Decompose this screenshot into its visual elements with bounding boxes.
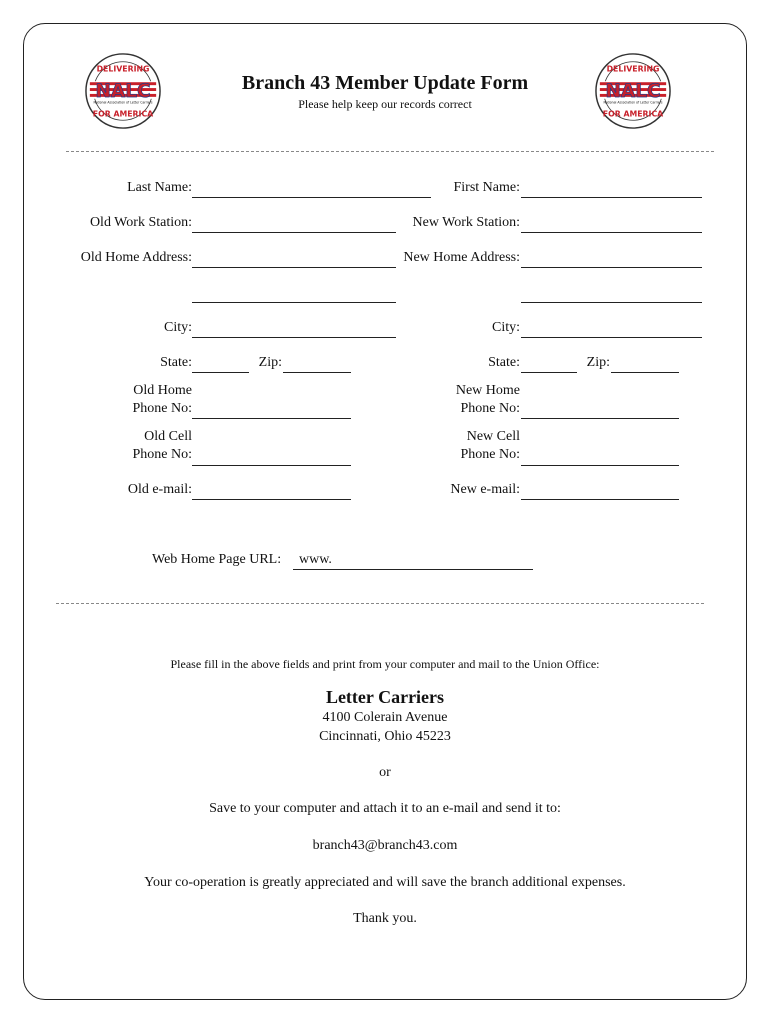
- email-instructions: Save to your computer and attach it to an e-mail and send it to:: [209, 801, 561, 816]
- thank-you-text: Thank you.: [353, 911, 417, 926]
- old-home-phone-label-line1: Old Home: [133, 383, 192, 398]
- divider-bottom: [56, 603, 704, 604]
- or-text: or: [379, 765, 391, 780]
- first-name-label: First Name:: [453, 180, 520, 195]
- logo-bottom-text: FOR AMERICA: [602, 109, 664, 119]
- old-work-station-field[interactable]: [192, 232, 396, 233]
- old-cell-phone-label-line2: Phone No:: [132, 447, 192, 462]
- logo-top-text: DELIVERING: [96, 64, 150, 74]
- old-home-address-field[interactable]: [192, 267, 396, 268]
- new-city-label: City:: [491, 320, 520, 335]
- new-email-label: New e-mail:: [450, 482, 520, 497]
- new-home-phone-field[interactable]: [521, 418, 679, 419]
- old-work-station-label: Old Work Station:: [89, 215, 192, 230]
- old-city-label: City:: [163, 320, 192, 335]
- new-cell-phone-label-line2: Phone No:: [460, 447, 520, 462]
- old-cell-phone-field[interactable]: [192, 465, 351, 466]
- new-cell-phone-field[interactable]: [521, 465, 679, 466]
- old-home-address-label: Old Home Address:: [80, 250, 192, 265]
- new-work-station-label: New Work Station:: [412, 215, 520, 230]
- new-email-field[interactable]: [521, 499, 679, 500]
- new-work-station-field[interactable]: [521, 232, 702, 233]
- old-home-phone-label: [133, 382, 193, 418]
- logo-brand: NALC: [605, 80, 661, 102]
- page-title: Branch 43 Member Update Form: [241, 72, 529, 94]
- old-home-phone-field[interactable]: [192, 418, 351, 419]
- appreciation-text: Your co-operation is greatly appreciated and will save the branch additional expenses.: [144, 875, 626, 890]
- page-subtitle: Please help keep our records correct: [298, 97, 472, 111]
- logo-bottom-text: FOR AMERICA: [92, 109, 154, 119]
- logo-brand: NALC: [95, 80, 151, 102]
- new-state-field[interactable]: [521, 372, 577, 373]
- fill-instructions: Please fill in the above fields and print from your computer and mail to the Union Office:: [170, 657, 600, 671]
- logo-top-text: DELIVERING: [606, 64, 660, 74]
- new-home-address-label: New Home Address:: [403, 250, 520, 265]
- logo-middle-text: National Association of Letter Carriers: [93, 100, 153, 105]
- web-url-prefix: www.: [299, 552, 332, 567]
- old-email-field[interactable]: [192, 499, 351, 500]
- old-zip-label: Zip:: [258, 355, 282, 370]
- old-city-field[interactable]: [192, 337, 396, 338]
- old-state-field[interactable]: [192, 372, 249, 373]
- new-home-phone-label-line2: Phone No:: [460, 401, 520, 416]
- new-zip-field[interactable]: [611, 372, 679, 373]
- org-name: Letter Carriers: [325, 687, 445, 707]
- old-email-label: Old e-mail:: [127, 482, 192, 497]
- first-name-field[interactable]: [521, 197, 702, 198]
- address-line1: 4100 Colerain Avenue: [322, 710, 448, 725]
- divider-top: [66, 151, 714, 152]
- new-cell-phone-label: [461, 428, 521, 464]
- web-url-field[interactable]: [293, 569, 533, 570]
- new-home-address-line2-field[interactable]: [521, 302, 702, 303]
- logo-middle-text: National Association of Letter Carriers: [603, 100, 663, 105]
- address-line2: Cincinnati, Ohio 45223: [319, 729, 451, 744]
- contact-email[interactable]: branch43@branch43.com: [312, 838, 458, 853]
- last-name-label: Last Name:: [127, 180, 192, 195]
- new-cell-phone-label-line1: New Cell: [466, 429, 520, 444]
- old-home-phone-label-line2: Phone No:: [132, 401, 192, 416]
- new-zip-label: Zip:: [586, 355, 610, 370]
- old-cell-phone-label: [133, 428, 193, 464]
- old-home-address-line2-field[interactable]: [192, 302, 396, 303]
- web-url-label: Web Home Page URL:: [152, 552, 282, 567]
- old-cell-phone-label-line1: Old Cell: [144, 429, 192, 444]
- new-home-phone-label: [456, 382, 520, 418]
- new-city-field[interactable]: [521, 337, 702, 338]
- new-state-label: State:: [488, 355, 520, 370]
- last-name-field[interactable]: [192, 197, 431, 198]
- new-home-address-field[interactable]: [521, 267, 702, 268]
- old-zip-field[interactable]: [283, 372, 351, 373]
- old-state-label: State:: [160, 355, 192, 370]
- new-home-phone-label-line1: New Home: [455, 383, 520, 398]
